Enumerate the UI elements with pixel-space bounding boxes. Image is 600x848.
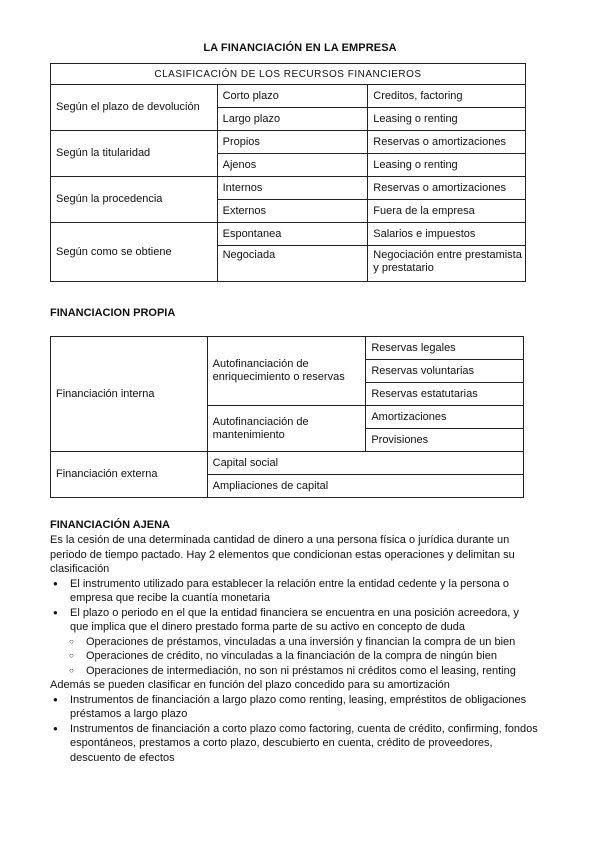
type-cell: Propios [217, 131, 368, 154]
example-cell: Leasing o renting [368, 154, 526, 177]
group-label: Según como se obtiene [51, 223, 218, 282]
external-item: Capital social [207, 452, 523, 475]
section-heading-ajena: FINANCIACIÓN AJENA [50, 519, 170, 531]
example-cell: Reservas o amortizaciones [368, 131, 526, 154]
reserve-item: Reservas legales [366, 337, 524, 360]
sub-list-item: ○ Operaciones de intermediación, no son ni préstamos ni créditos como el leasing, renting [50, 664, 540, 679]
internal-financing-label: Financiación interna [51, 337, 208, 452]
list-item: ● Instrumentos de financiación a corto plazo como factoring, cuenta de crédito, confirming, fondos espontáneos, prestamos a corto plazo, descubierto en cuenta, crédito de proveedores, descuento de efectos [50, 722, 540, 766]
type-cell: Espontanea [217, 223, 368, 246]
sub-list-item: ○ Operaciones de crédito, no vinculadas a la financiación de la compra de ningún bien [50, 649, 540, 664]
own-financing-table [50, 336, 524, 498]
group-label: Según el plazo de devolución [51, 85, 218, 131]
list-item: ● Instrumentos de financiación a largo plazo como renting, leasing, empréstitos de obligaciones préstamos a largo plazo [50, 693, 540, 722]
example-cell: Salarios e impuestos [368, 223, 526, 246]
group-label: Según la procedencia [51, 177, 218, 223]
type-cell: Corto plazo [217, 85, 368, 108]
maintenance-item: Amortizaciones [366, 406, 524, 429]
ajena-plazo: Además se pueden clasificar en función del plazo concedido para su amortización [50, 679, 450, 691]
type-cell: Ajenos [217, 154, 368, 177]
example-cell: Negociación entre prestamista y prestatario [368, 246, 526, 282]
classification-table [50, 63, 526, 282]
type-cell: Internos [217, 177, 368, 200]
reserve-item: Reservas estatutarias [366, 383, 524, 406]
maintenance-label: Autofinanciación de mantenimiento [207, 406, 366, 452]
bullet-list [50, 693, 540, 766]
list-item: ● El plazo o periodo en el que la entidad financiera se encuentra en una posición acreedora, y que implica que el dinero prestado forma parte de su activo en concepto de duda [50, 606, 540, 635]
enrichment-label: Autofinanciación de enriquecimiento o reservas [207, 337, 366, 406]
page-title: LA FINANCIACIÓN EN LA EMPRESA [203, 42, 397, 54]
bullet-list [50, 577, 540, 679]
type-cell: Externos [217, 200, 368, 223]
ajena-body [50, 533, 540, 765]
external-item: Ampliaciones de capital [207, 475, 523, 498]
example-cell: Leasing o renting [368, 108, 526, 131]
group-label: Según la titularidad [51, 131, 218, 177]
ajena-intro: Es la cesión de una determinada cantidad de dinero a una persona física o jurídica durante un periodo de tiempo pactado. Hay 2 elementos que condicionan estas operaciones y delimitan su clasificación [50, 534, 515, 575]
example-cell: Creditos, factoring [368, 85, 526, 108]
type-cell: Negociada [217, 246, 368, 282]
section-heading-propia: FINANCIACION PROPIA [50, 307, 176, 319]
table-header: CLASIFICACIÓN DE LOS RECURSOS FINANCIEROS [51, 64, 526, 85]
maintenance-item: Provisiones [366, 429, 524, 452]
example-cell: Reservas o amortizaciones [368, 177, 526, 200]
type-cell: Largo plazo [217, 108, 368, 131]
example-cell: Fuera de la empresa [368, 200, 526, 223]
sub-list-item: ○ Operaciones de préstamos, vinculadas a una inversión y financian la compra de un bien [50, 635, 540, 650]
external-financing-label: Financiación externa [51, 452, 208, 498]
list-item: ● El instrumento utilizado para establecer la relación entre la entidad cedente y la persona o empresa que recibe la cuantía monetaria [50, 577, 540, 606]
reserve-item: Reservas voluntarias [366, 360, 524, 383]
